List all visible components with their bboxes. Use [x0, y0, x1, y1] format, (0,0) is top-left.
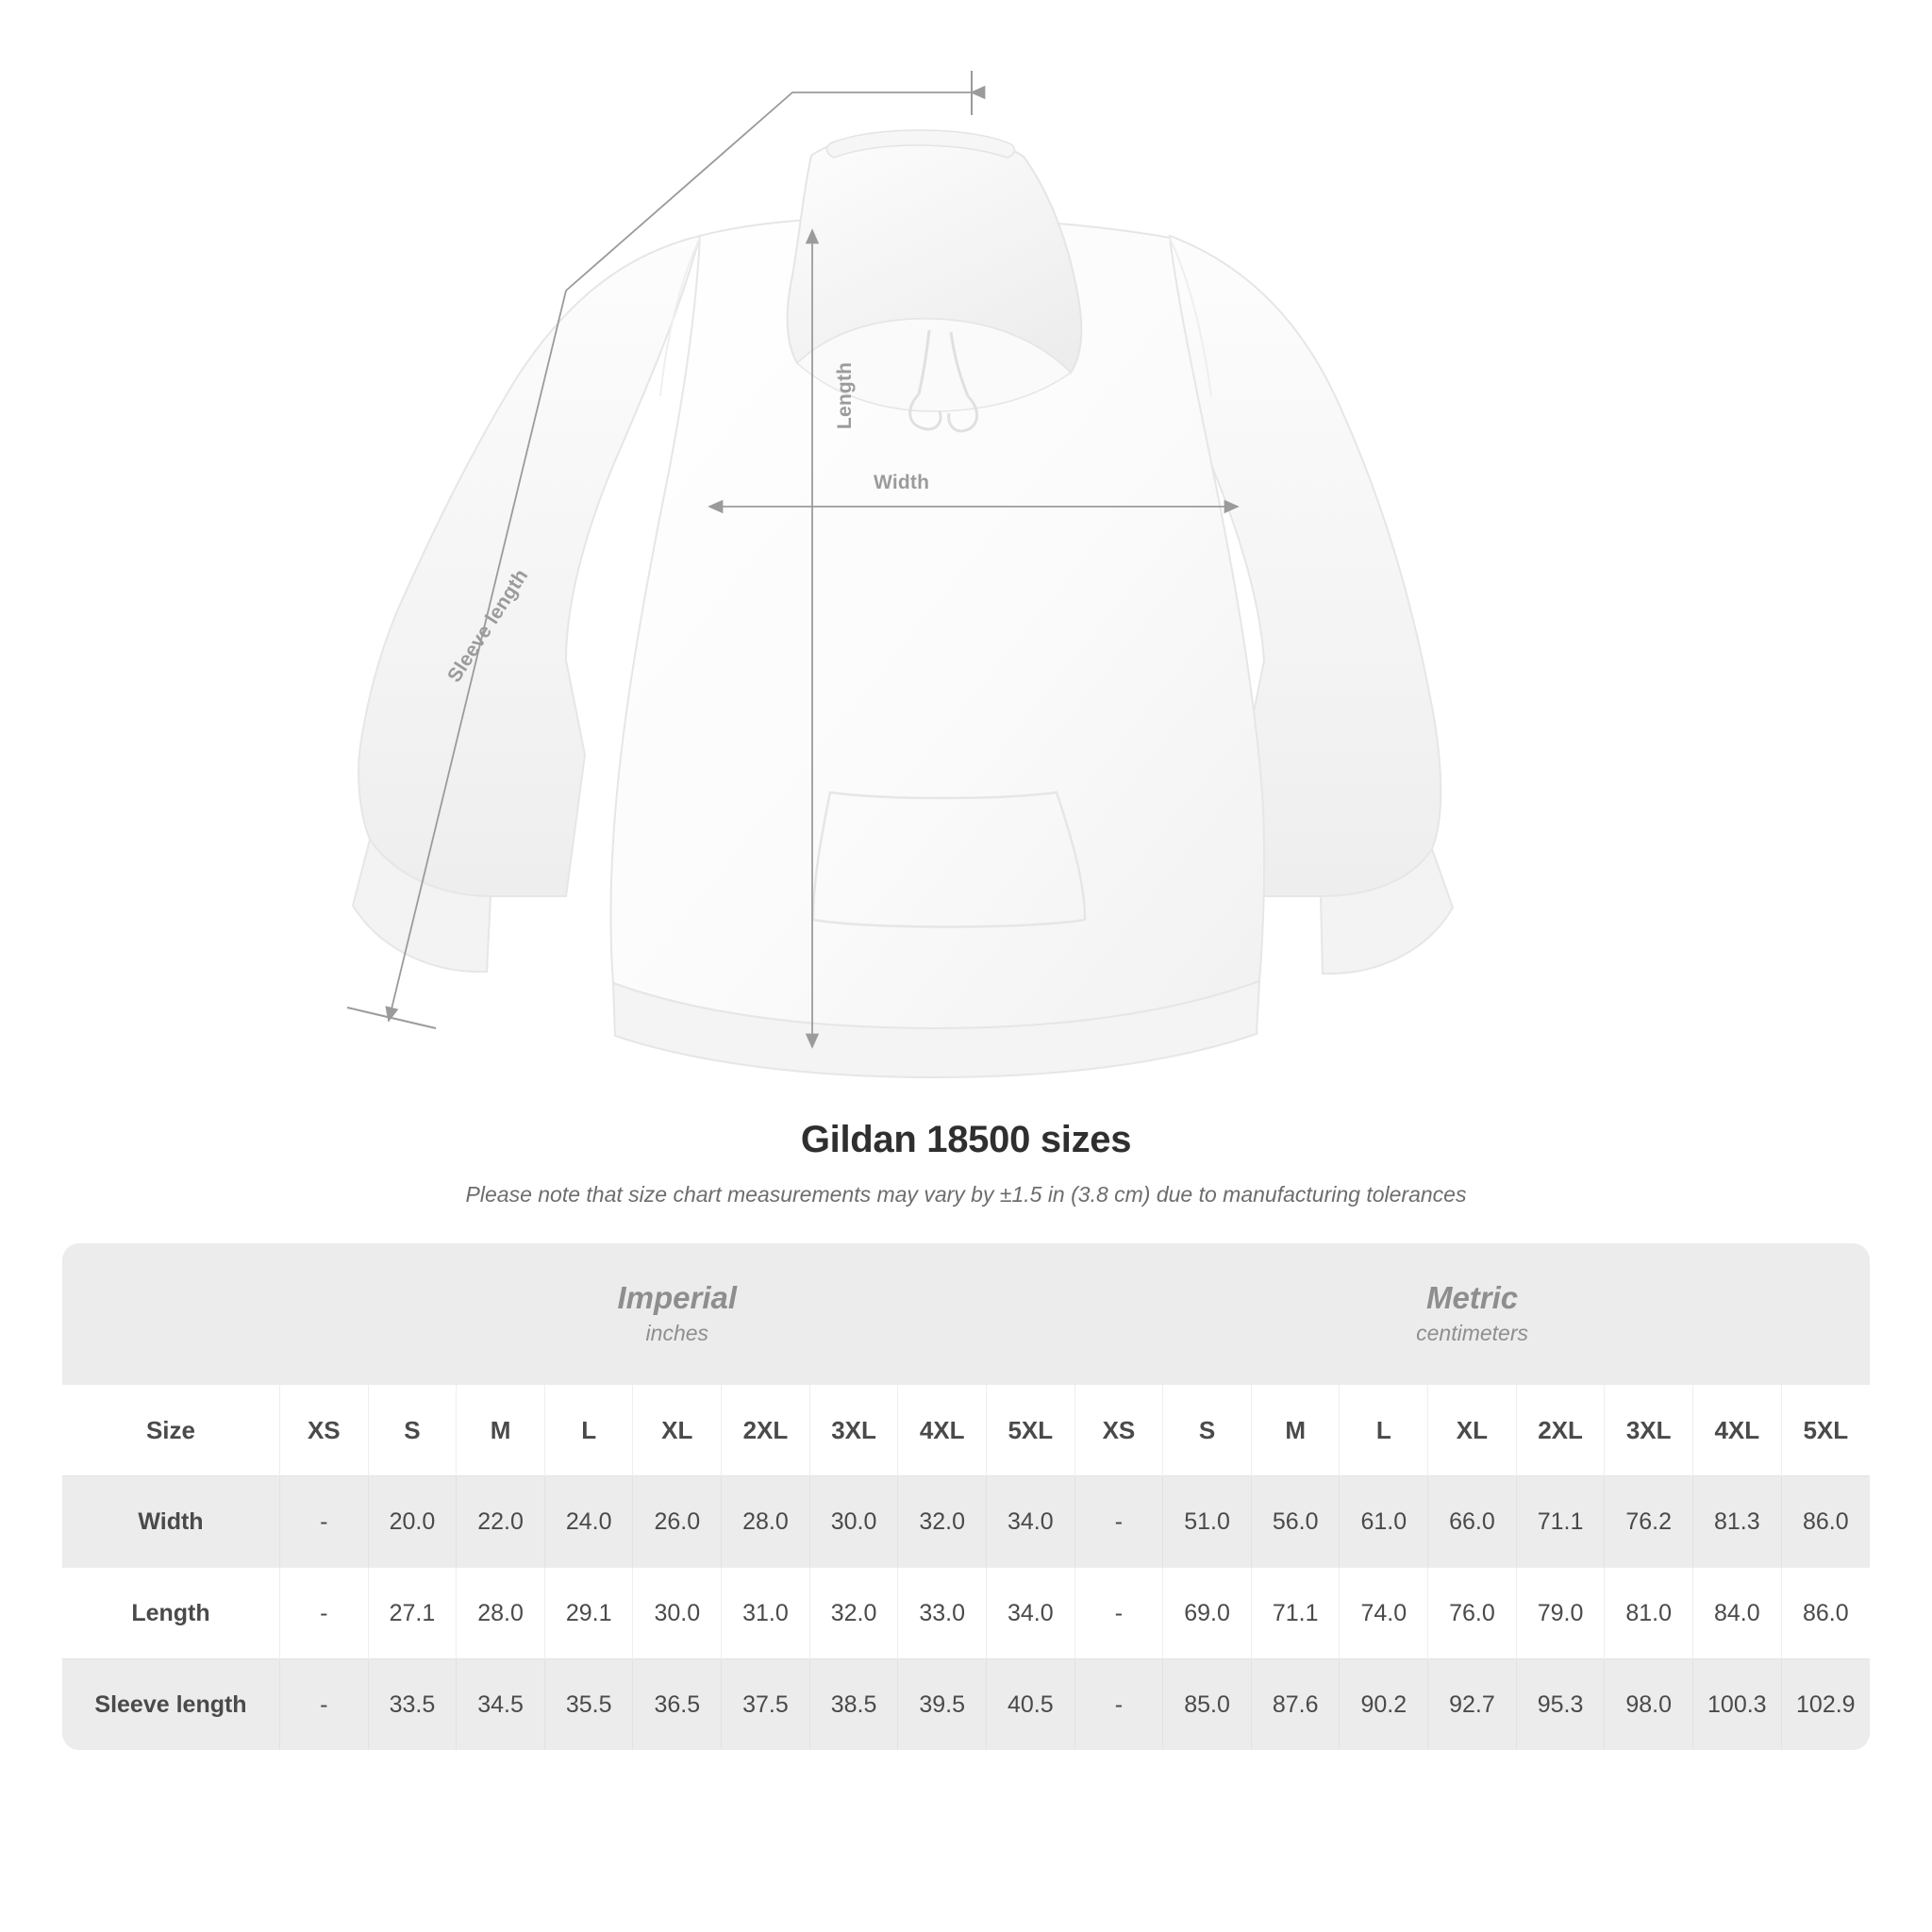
cell-length-imp-4xl: 33.0	[898, 1568, 987, 1659]
table-row	[62, 1476, 1870, 1568]
table-row	[62, 1568, 1870, 1659]
imperial-name: Imperial	[617, 1280, 738, 1316]
title-block	[0, 1119, 1932, 1208]
metric-name: Metric	[1425, 1280, 1519, 1316]
cell-sleeve-imp-l: 35.5	[544, 1659, 633, 1751]
row-label-width: Width	[62, 1476, 279, 1568]
column-header-met-xs: XS	[1074, 1385, 1163, 1476]
size-header-row	[62, 1385, 1870, 1476]
cell-width-imp-l: 24.0	[544, 1476, 633, 1568]
cell-length-met-xs: -	[1074, 1568, 1163, 1659]
column-header-imp-xl: XL	[633, 1385, 722, 1476]
cell-length-met-xl: 76.0	[1428, 1568, 1517, 1659]
tolerance-note: Please note that size chart measurements may vary by ±1.5 in (3.8 cm) due to manufacturing tolerances	[465, 1182, 1467, 1207]
cell-sleeve-imp-xl: 36.5	[633, 1659, 722, 1751]
cell-sleeve-imp-s: 33.5	[368, 1659, 457, 1751]
cell-sleeve-met-5xl: 102.9	[1781, 1659, 1870, 1751]
cell-length-met-s: 69.0	[1163, 1568, 1252, 1659]
cell-sleeve-met-s: 85.0	[1163, 1659, 1252, 1751]
cell-length-met-3xl: 81.0	[1605, 1568, 1693, 1659]
cell-length-met-l: 74.0	[1340, 1568, 1428, 1659]
length-label: Length	[834, 361, 856, 429]
row-label-sleeve-length: Sleeve length	[62, 1659, 279, 1751]
column-header-met-3xl: 3XL	[1605, 1385, 1693, 1476]
column-header-imp-xs: XS	[279, 1385, 368, 1476]
cell-length-imp-2xl: 31.0	[722, 1568, 810, 1659]
cell-sleeve-met-4xl: 100.3	[1692, 1659, 1781, 1751]
cell-length-met-m: 71.1	[1251, 1568, 1340, 1659]
size-table-container	[62, 1243, 1870, 1750]
cell-sleeve-met-l: 90.2	[1340, 1659, 1428, 1751]
cell-width-imp-3xl: 30.0	[809, 1476, 898, 1568]
cell-length-imp-xs: -	[279, 1568, 368, 1659]
column-header-met-m: M	[1251, 1385, 1340, 1476]
cell-length-met-4xl: 84.0	[1692, 1568, 1781, 1659]
unit-spacer	[62, 1243, 279, 1385]
column-header-met-xl: XL	[1428, 1385, 1517, 1476]
size-table	[62, 1243, 1870, 1750]
cell-length-imp-5xl: 34.0	[986, 1568, 1074, 1659]
cell-sleeve-imp-5xl: 40.5	[986, 1659, 1074, 1751]
cell-sleeve-imp-m: 34.5	[457, 1659, 545, 1751]
cell-width-met-2xl: 71.1	[1516, 1476, 1605, 1568]
cell-width-met-3xl: 76.2	[1605, 1476, 1693, 1568]
column-header-met-4xl: 4XL	[1692, 1385, 1781, 1476]
cell-sleeve-met-m: 87.6	[1251, 1659, 1340, 1751]
column-header-met-s: S	[1163, 1385, 1252, 1476]
width-label: Width	[874, 472, 930, 493]
cell-width-met-m: 56.0	[1251, 1476, 1340, 1568]
column-header-met-5xl: 5XL	[1781, 1385, 1870, 1476]
cell-length-imp-l: 29.1	[544, 1568, 633, 1659]
metric-sub: centimeters	[1416, 1321, 1528, 1346]
cell-width-met-l: 61.0	[1340, 1476, 1428, 1568]
imperial-header	[279, 1243, 1074, 1385]
column-header-imp-5xl: 5XL	[986, 1385, 1074, 1476]
column-header-imp-3xl: 3XL	[809, 1385, 898, 1476]
column-header-imp-s: S	[368, 1385, 457, 1476]
row-label-length: Length	[62, 1568, 279, 1659]
hoodie-artwork	[353, 130, 1453, 1077]
cell-length-met-5xl: 86.0	[1781, 1568, 1870, 1659]
cell-width-imp-s: 20.0	[368, 1476, 457, 1568]
cell-width-met-xs: -	[1074, 1476, 1163, 1568]
cell-width-imp-4xl: 32.0	[898, 1476, 987, 1568]
cell-sleeve-imp-xs: -	[279, 1659, 368, 1751]
cell-sleeve-met-3xl: 98.0	[1605, 1659, 1693, 1751]
table-row	[62, 1659, 1870, 1751]
cell-width-imp-m: 22.0	[457, 1476, 545, 1568]
column-header-imp-4xl: 4XL	[898, 1385, 987, 1476]
cell-width-met-xl: 66.0	[1428, 1476, 1517, 1568]
column-header-imp-2xl: 2XL	[722, 1385, 810, 1476]
cell-sleeve-imp-3xl: 38.5	[809, 1659, 898, 1751]
cell-sleeve-met-xs: -	[1074, 1659, 1163, 1751]
cell-sleeve-met-2xl: 95.3	[1516, 1659, 1605, 1751]
cell-sleeve-met-xl: 92.7	[1428, 1659, 1517, 1751]
metric-header	[1074, 1243, 1870, 1385]
cell-length-imp-m: 28.0	[457, 1568, 545, 1659]
cell-width-met-4xl: 81.3	[1692, 1476, 1781, 1568]
column-header-imp-l: L	[544, 1385, 633, 1476]
cell-width-imp-2xl: 28.0	[722, 1476, 810, 1568]
cell-width-met-5xl: 86.0	[1781, 1476, 1870, 1568]
column-header-met-2xl: 2XL	[1516, 1385, 1605, 1476]
cell-width-met-s: 51.0	[1163, 1476, 1252, 1568]
column-header-met-l: L	[1340, 1385, 1428, 1476]
cell-length-imp-xl: 30.0	[633, 1568, 722, 1659]
column-header-imp-m: M	[457, 1385, 545, 1476]
column-header-size: Size	[62, 1385, 279, 1476]
cell-length-imp-3xl: 32.0	[809, 1568, 898, 1659]
cell-width-imp-xs: -	[279, 1476, 368, 1568]
cell-sleeve-imp-4xl: 39.5	[898, 1659, 987, 1751]
imperial-sub: inches	[645, 1321, 709, 1346]
cell-length-imp-s: 27.1	[368, 1568, 457, 1659]
cell-sleeve-imp-2xl: 37.5	[722, 1659, 810, 1751]
cell-length-met-2xl: 79.0	[1516, 1568, 1605, 1659]
unit-header-row	[62, 1243, 1870, 1385]
cell-width-imp-5xl: 34.0	[986, 1476, 1074, 1568]
cell-width-imp-xl: 26.0	[633, 1476, 722, 1568]
page-title: Gildan 18500 sizes	[800, 1119, 1132, 1160]
sleeve-length-label: Sleeve length	[443, 565, 533, 687]
